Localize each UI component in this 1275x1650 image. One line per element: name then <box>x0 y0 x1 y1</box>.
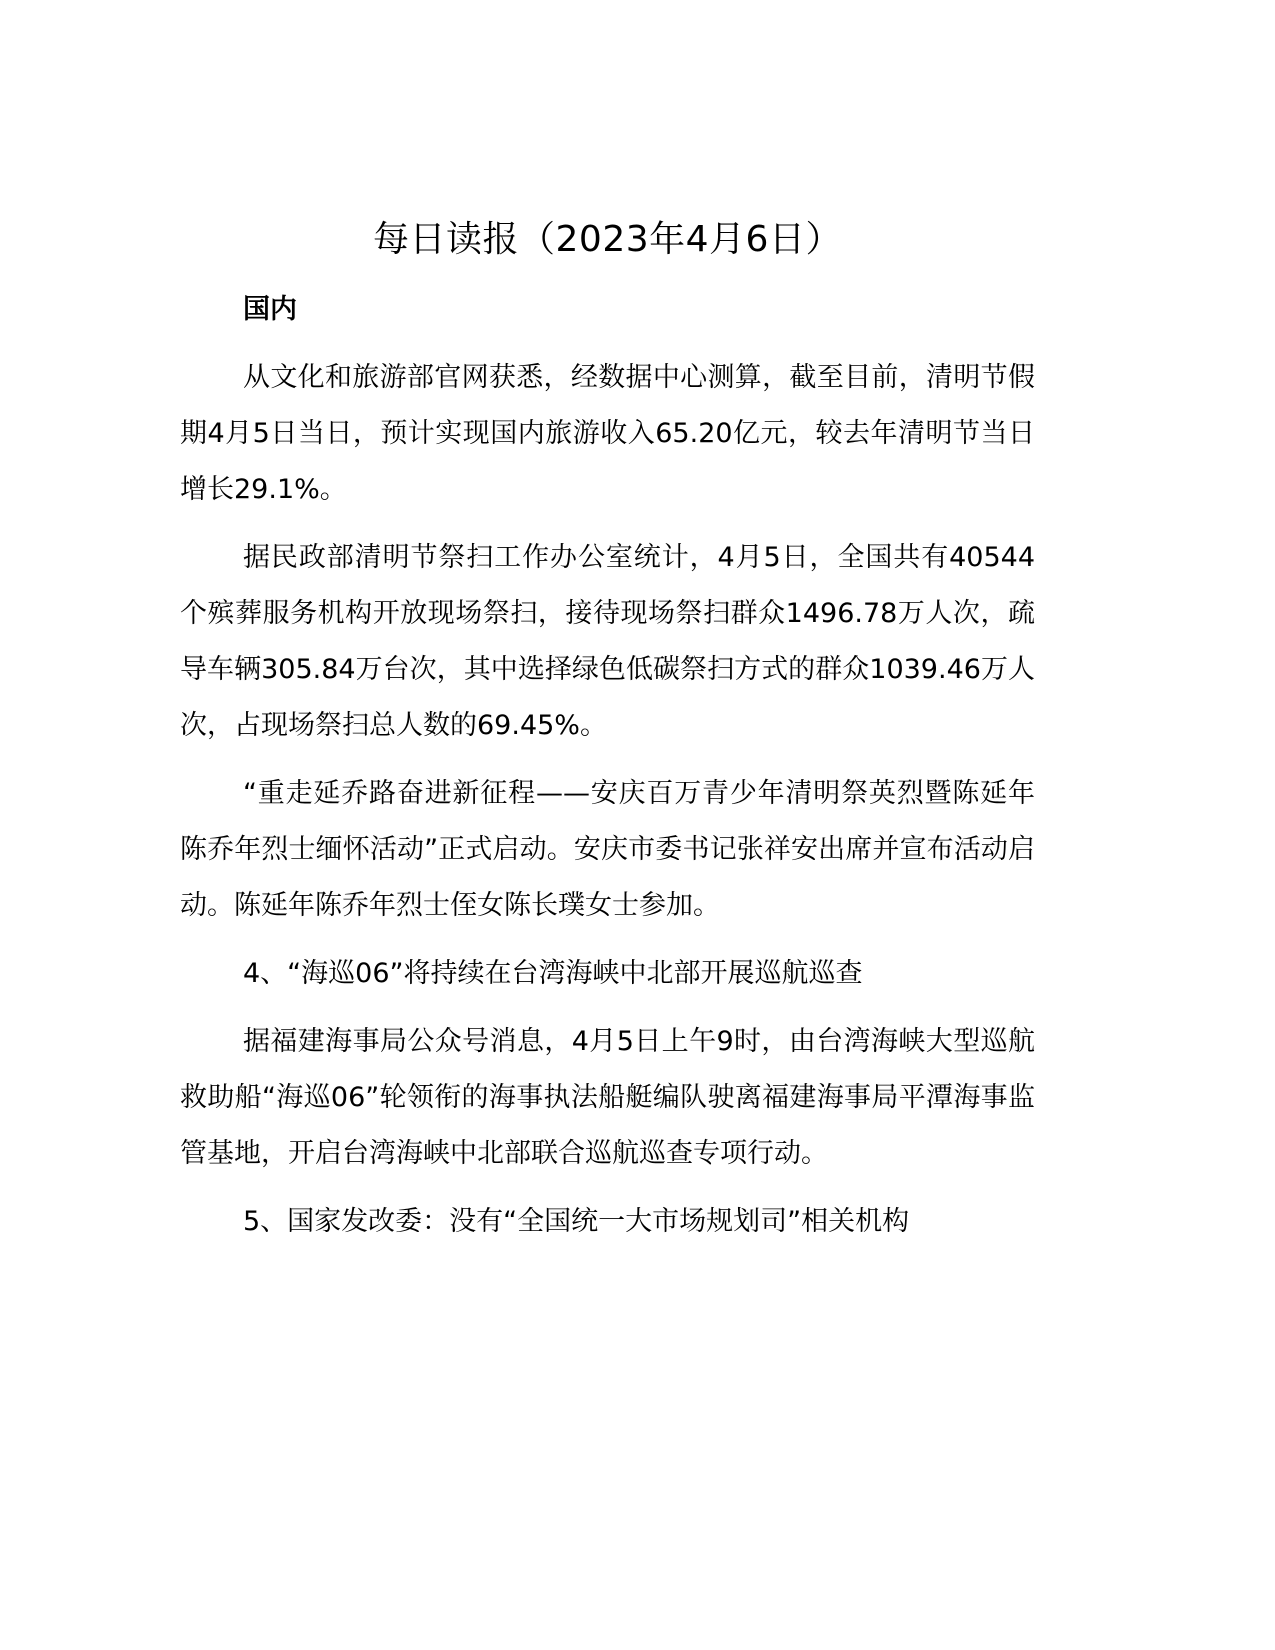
paragraph-anqing-memorial: “重走延乔路奋进新征程——安庆百万青少年清明祭英烈暨陈延年陈乔年烈士缅怀活动”正式启动。安庆市委书记张祥安出席并宣布活动启动。陈延年陈乔年烈士侄女陈长璞女士参加。 <box>180 778 1035 921</box>
item-4-heading: 4、“海巡06”将持续在台湾海峡中北部开展巡航巡查 <box>243 958 863 989</box>
document-title: 每日读报（2023年4月6日） <box>373 219 842 260</box>
item-5-heading: 5、国家发改委：没有“全国统一大市场规划司”相关机构 <box>243 1206 910 1237</box>
document-page <box>180 210 1035 1262</box>
section-heading-domestic: 国内 <box>243 294 297 325</box>
paragraph-tomb-sweeping-stats: 据民政部清明节祭扫工作办公室统计，4月5日，全国共有40544个殡葬服务机构开放现场祭扫，接待现场祭扫群众1496.78万人次，疏导车辆305.84万台次，其中选择绿色低碳祭扫方式的群众1039.46万人次，占现场祭扫总人数的69.45%。 <box>180 542 1035 741</box>
paragraph-tourism-revenue: 从文化和旅游部官网获悉，经数据中心测算，截至目前，清明节假期4月5日当日，预计实现国内旅游收入65.20亿元，较去年清明节当日增长29.1%。 <box>180 362 1035 505</box>
item-4-body: 据福建海事局公众号消息，4月5日上午9时，由台湾海峡大型巡航救助船“海巡06”轮领衔的海事执法船艇编队驶离福建海事局平潭海事监管基地，开启台湾海峡中北部联合巡航巡查专项行动。 <box>180 1026 1035 1169</box>
